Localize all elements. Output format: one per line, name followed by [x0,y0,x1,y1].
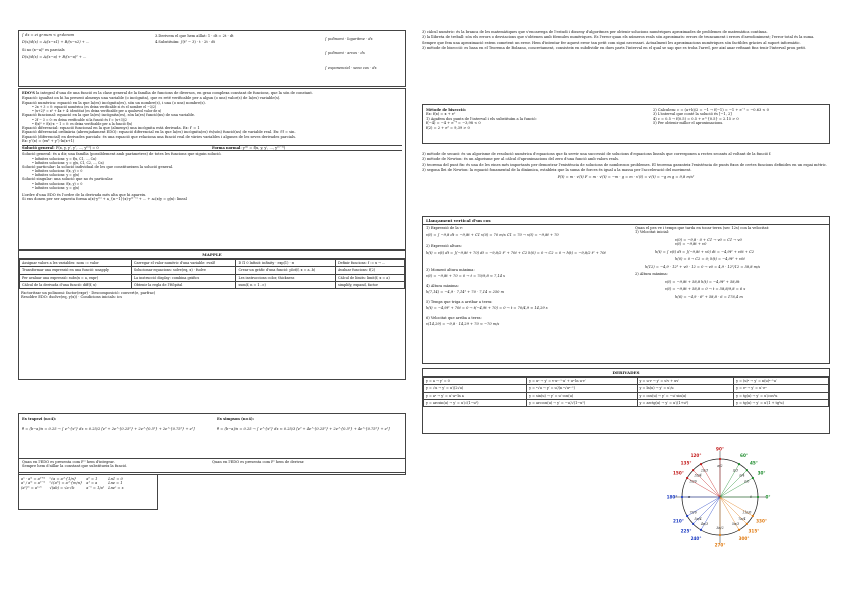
trapeze-formula: θ = (b−a)/n = 0.25 → ∫ e^{x²} dx ≈ 0.25/2 [e⁰ + 2e^{0.25²} + 2e^{0.5²} + 2e^{0.75²} + e¹] [22,427,195,432]
solution-line: • Infinites solucions: f(x, y) = 0 [32,181,83,186]
derivative-cell: y = sin(u) → y′ = u′·cos(u) [527,392,637,399]
launch-step: 1) Expressió de la v: [426,226,464,230]
paragraph: 3) teorema del punt fix: és una de les eines més importants per demostrar l'existència de solucions de nombrosos problemes. El teorema garanteix l'existència de punts fixos de certes funcions definides en un espai mètric. [422,162,828,167]
formula-line: Si no (x−a)ⁿ es parcials [22,47,65,52]
rules-col-3 [86,477,104,507]
mapple-cell: Càlcul de la derivada d'una funció: diff(f, x) [20,281,132,288]
integration-section [18,30,406,87]
mapple-cell: Les instruccions color, thickness [236,274,335,281]
angle-label: 210° [673,518,684,524]
angle-point [692,523,694,525]
paragraph: Sempre que fem una aproximació estem cometent un error. Hem d'intentar fer aquest error tan petit com sigui necessari. Actualment les aproximacions numèriques són factibles gràcies al suport informàtic. [422,40,801,45]
definition-line: Ex: y″(x) = (ex³ + y″)·ln(x+1) [22,139,75,144]
trapeze-example [22,417,212,432]
mapple-cell: Càlcul de límits: limit(f, x = a) [335,274,404,281]
launch-left [426,226,626,327]
rule: Ln1 = 0 [108,477,123,481]
angle-label: 315° [748,528,760,534]
definition-line: Equació numèrica: equació en la que la(es) incògnita(es), són un nombre(s), i una (o uns) nombre(s). [22,100,206,105]
mapple-row [20,267,405,274]
launch-formula: h(t) = −4,9t² + 70t = 0 → t(−4,9t + 70) = 0 → t = 70/4,9 ≈ 14,29 s [426,306,548,311]
angle-label: 150° [673,470,684,476]
derivative-row [424,392,829,399]
derivative-cell: y = ⁿ√u → y′ = u′/(n ⁿ√uⁿ⁻¹) [527,385,637,392]
solution-line: Solució singular: una solució que no és particular. [22,177,114,182]
launch-formula: v(14,29) = −9,8 · 14,29 + 70 ≈ −70 m/s [426,322,500,327]
mapple-cell: Crear un gràfic d'una funció: plot(f, x = a..b) [236,267,335,274]
rule: a¹ = a [86,481,98,486]
mapple-cell: Solucionar equacions: solve(eq, x) · fsolve [131,267,236,274]
definition-line: • 2x + 3 = 0: equació numèrica (es deixa verificable si és el nombre el −3/2) [32,105,157,110]
derivative-cell: y = tg(u) → y′ = u′(1 + tg²u) [734,399,829,406]
launch-step: 6) Velocitat que arriba a terra: [426,315,482,320]
angle-point [738,529,740,531]
mapple-cell: Obtenir la regla de l'Hôpital [131,281,236,288]
formula-line: D(x)/d(x) = A/(x−a) + B/(x−a)² + ... [22,55,87,60]
formula-line: D(x)/d(x) = A/(x−x1) + B/(x−x2) + ... [22,40,90,45]
launch-formula: h(0) = 0 → C2 = 0; h(t) = −4,9t² + v0t [675,257,745,262]
general-form: Solució general: F(x, y, y′, y″, ..., y⁽ⁿ⁾) = 0 [22,145,99,150]
definition-line: Equació (diferencial) en derivades parcials: és una equació que relaciona una funció real de vàries variables i algunes de les seves derivades parcials. [22,134,297,139]
derivative-cell: y = (u)ⁿ → y′ = n(u)ⁿ⁻¹u′ [734,378,829,385]
definition-line: Equació diferencial: equació funcional en la que (almenys) una incògnita està derivada. Ex: f′ = 1 [22,125,200,130]
launch-step: 3) Moment altura màxima: [426,267,475,272]
launch-step: 1) Velocitat inicial: [635,230,670,235]
launch-title: Llançament vertical d'un cos [423,217,829,225]
rule: ⁿ√(aᵐ) = a^{m/n} [49,481,83,486]
radian-label: π/6 [744,479,750,484]
mapple-cell: Carregar el valor numèric d'una variable: evalf [131,260,236,267]
radian-label: 11π/6 [742,510,752,515]
trapeze-title: Ex trapezi (n=4): [22,417,57,421]
radian-label: 5π/3 [731,522,740,527]
radian-label: 7π/4 [738,517,746,522]
derivative-cell: y = √u → y′ = u′/(2√u) [424,385,527,392]
launch-step: 4) Altura màxima: [426,283,459,288]
derivative-cell: y = arccos(u) → y′ = −u′/√(1−u²) [527,399,637,406]
integration-by-parts-block [325,37,405,70]
paragraph: 3) càlcul numèric: és la branca de les matemàtiques que s'encarrega de l'estudi i disseny d'algoritmes per obtenir solucions numèriques aproximades de problemes de matemàtica contínua. [422,30,768,34]
rule: (aⁿ)ᵐ = aⁿ·ᵐ [21,485,42,490]
formula-line: ∫ dx = ei gr.num < gr.denom [22,33,75,37]
edo-title: EDO’S [22,91,35,95]
solution-line: Solució general: és a dir, una família (possiblement amb paràmetres) de totes les funcions que siguin solució. [22,152,222,157]
bisection-line: 4) c = 0.5 → f(0.5) = 0.5 + e^{0.5} = 2.15 > 0 [653,116,739,121]
launch-formula: v(t) = ∫ −9,8 dt = −9,8t + C1 v(0) = 70 m/s C1 = 70 → v(t) = −9,8t + 70 [426,233,559,238]
angle-label: 135° [680,460,692,466]
radian-label: 4π/3 [700,522,709,527]
angle-label: 300° [738,536,750,542]
angle-point [757,496,759,498]
edo-form-row [22,145,402,151]
edo-solutions [22,152,402,189]
bisection-example [422,104,830,144]
angle-label: 270° [714,542,726,548]
rule: ⁿ√a = a^{1/n} [49,477,77,481]
angle-point [686,477,688,479]
bisection-line: 2) Calculem: c = (a+b)/2 = −1 → f(−1) = −1 + e⁻¹ = −0.63 < 0 [653,108,769,112]
angle-point [738,463,740,465]
paragraph: 3) mètode de secant: és un algorisme de resolució numèrica d'equacions que fa servir una successió de solucions d'equacions lineals que corresponen a rectes secants al voltant de la funció f. [422,152,772,156]
bisection-line: f(2) = 2 + e² = 9,39 > 0 [426,125,470,130]
edo-definitions [22,96,402,143]
derivative-cell: y = cos(u) → y′ = −u′·sin(u) [637,392,734,399]
bisection-title: Mètode de bisecció: [426,108,467,112]
radian-label: 5π/6 [689,479,697,484]
derivative-cell: y = arcsin(u) → y′ = u′/√(1−u²) [424,399,527,406]
derivative-cell: y = tg(u) → y′ = u′/cos²u [734,392,829,399]
solution-line: Solució particular: la solució individual de les que constitueixen la solució general. [22,164,174,169]
derivatives-section [422,368,830,434]
rules-col-2 [49,477,82,507]
angle-point [719,458,721,460]
angle-label: 240° [690,536,702,542]
launch-step: Quan el pes ve i temps que tarda en tocar terra (sec 12s) con la velocitat: [635,226,770,230]
order-line: L’ordre d’una EDO és l’ordre de la derivada més alta que hi apareix. [22,192,147,197]
simpson-example [217,417,405,432]
radian-label: 5π/4 [694,517,702,522]
rules-col-4 [108,477,123,507]
general-form-label: Solució general [22,145,54,150]
formula-line: ∫ polinomi · arcos · dx [325,51,365,56]
angle-label: 330° [756,518,767,524]
angle-point [752,515,754,517]
angle-point [746,523,748,525]
radian-label: π/2 [717,464,723,469]
launch-formula: v(t) = −9,8t + 58,8 h(t) = −4,9t² + 58,8t [665,279,740,284]
launch-formula: h(t) = ∫ v(t) dt = ∫(−9,8t + v0) dt = −4,9t² + v0t + C2 [655,249,754,254]
bisection-line: f(−4) = −4 + e⁻⁴ = −3,98 < 0 [426,121,481,126]
rule: aⁿ · aᵐ = aⁿ⁺ᵐ [21,477,46,481]
radian-label: 3π/4 [694,473,702,478]
launch-formula: h(7,14) = −4,9 · 7,14² + 70 · 7,14 ≈ 250 m [426,290,505,295]
substitution-block [155,34,295,45]
launch-formula: h(12) = −4,9 · 12² + v0 · 12 = 0 → v0 = 4,9 · 12²/12 = 58,8 m/s [645,264,761,269]
definition-line: • 2f − 3 = 0: es deixa verificable si la funció és f = (x+3)/2 [32,117,127,122]
mapple-cell: simplify, expand, factor [335,281,404,288]
paragraph: 3) mètode de Newton: és un algorisme per al càlcul d'aproximacions del zero d'una funció amb valors reals. [422,157,620,162]
formula-line: 3.Derivem el que hem aïllat: 1 · dt = 2t · dt [155,34,234,38]
derivative-cell: y = a → y′ = 0 [424,378,527,385]
bisection-line: 3) L'interval que conté la solució és [−1, 2] [653,112,732,117]
launch-formula: v(t) = −9,8t + 58,8 = 0 → t = 58,8/9,8 = 6 s [665,287,746,292]
bisection-left [426,108,626,130]
angle-label: 90° [716,446,724,452]
simpson-formula: θ = (b−a)/n = 0.25 → ∫ e^{x²} dx ≈ 0.25/3 [e⁰ + 4e^{0.25²} + 2e^{0.5²} + 4e^{0.75²} + e¹] [217,427,390,432]
solution-line: • Infinites solucions: y = f(x, C1, ..., Cn) [32,156,97,161]
rules-col-1 [21,477,45,507]
paragraph: 3) segona llei de Newton: la equació fonamental de la dinàmica, estableix que la suma de forces és igual a la massa per l'acceleració del moviment. [422,168,692,173]
edo-order [22,193,402,202]
integration-notes [18,458,406,473]
general-form-formula: F(x, y, y′, y″, ..., y⁽ⁿ⁾) = 0 [55,145,99,150]
formula-line: ∫ exponencial · seno cos · dx [325,65,377,70]
launch-right [635,226,829,299]
derivative-row [424,378,829,385]
note-line: Quan en l'EDO es presenta com F'' hem d'integrar. [22,460,115,464]
mapple-cell: sum(f, n = 1..∞) [236,281,335,288]
mapple-cell: La instrucció display: combina gràfics [131,274,236,281]
derivative-row [424,385,829,392]
launch-step: 2) Expressió altura: [426,243,462,248]
mapple-extra-line: Factoritzar un polinomi: factor(expr) · Descomposició: convert(e, parfrac) [21,291,156,295]
vertical-launch-section [422,216,830,364]
angle-point [700,529,702,531]
normal-form-label: Forma normal [212,145,241,150]
mapple-row [20,274,405,281]
derivatives-title: DERIVADES [423,369,829,377]
launch-formula: v(t) = −9,8t + v0 [675,242,707,247]
derivative-cell: y = arctg(u) → y′ = u′/(1+u²) [637,399,734,406]
angle-point [746,469,748,471]
solution-line: • Infinites solucions: y = g(x, C1, C2, ..., Cn) [32,160,104,165]
mapple-cell: D Π 0 Infinit: infinity · exp(1) · π [236,260,335,267]
note-line: Sempre hem d'aïllar la constant que substitueix la funció. [22,464,128,469]
launch-formula: h(t) = v(t) dt = ∫(−9,8t + 70) dt = −9,8/2 t² + 70t + C2 h(0) = 0 → C2 = 0 → h(t) = −9,8/2 t² + 70t [426,251,606,256]
angle-point [719,534,721,536]
formula-line: ∫ polinomi · logaritme · dx [325,37,373,41]
radian-label: 0 [749,495,753,500]
paragraph: 3) la llibreta de treball: són els errors o desviacions que s'obtenen amb fórmules numèriques. És l'error quan els números reals són aproximats: errors de truncament i errors d'arrodoniment; l'error total és la suma. [422,35,815,40]
radian-label: π/3 [732,468,739,473]
edo-intro-text: la integral d’una de una funció es la clase general de la família de funcions de diversos, en grau complexa constant de funcions, que la són de constant. [36,91,313,95]
normal-form: Forma normal: y⁽ⁿ⁾ = f(x, y, y′, ..., y⁽ⁿ⁻¹⁾) [212,145,286,150]
launch-formula: v(t) = −9,8t + 70 = 0 → t = 70/9,8 ≈ 7,14 s [426,274,506,279]
radian-label: 7π/6 [689,510,697,515]
bisection-right [653,108,828,126]
normal-form-formula: y⁽ⁿ⁾ = f(x, y, y′, ..., y⁽ⁿ⁻¹⁾) [242,145,286,150]
mapple-extra [19,289,405,302]
angle-label: 180° [666,494,678,500]
radian-label: 3π/2 [716,526,724,531]
angle-label: 45° [749,460,758,466]
angle-label: 30° [757,470,766,476]
simpson-title: Ex simpson (n=4): [217,417,254,421]
mapple-title: MAPPLE [19,251,405,259]
edo-section [18,88,406,250]
derivative-row [424,399,829,406]
mapple-cell: Transformar una expressió en una funció: unapply [20,267,132,274]
rule: a⁻ⁿ = 1/aⁿ [86,485,105,490]
mapple-cell: Assignar valors a les variables: nom := valor [20,260,132,267]
mapple-section [18,250,406,380]
launch-step: 2) Altura màxima: [635,272,668,277]
order-line: Si ens donen per ser aquesta forma a(x)·y⁽ⁿ⁾ + a_{n−1}(x)·y⁽ⁿ⁻¹⁾ + ... + a₀(x)y = g(x): lineal [22,197,187,202]
note-line: Quan en l'EDO es presenta com F' hem de derivar. [212,460,305,464]
bisection-line: 5) Per obtenir millor el aproximacions. [653,121,724,126]
edo-intro [22,91,402,95]
launch-formula: v(0) = −9,8 · 0 + C1 → v0 = C1 → v0 [675,237,742,242]
methods-text-2 [422,152,830,179]
unit-circle [660,436,780,558]
newton-formula: F(t) = m · v′(t) F = m · v′(t) = −m · g = m · v′(t) = v′(t) = −g m g = 9,8 m/s² [557,174,695,179]
solution-line: • Infinites solucions: f(x, y) = 0 [32,169,83,174]
derivative-cell: y = uᵛ → y′ = v·uᵛ⁻¹·u′ + uᵛ·ln u·v′ [527,378,637,385]
radian-label: π [687,495,691,500]
bisection-line: 1) Agafem dos punts de l'interval i els substituïm a la funció: [426,116,537,121]
angle-label: 60° [740,452,748,458]
angle-point [752,477,754,479]
mapple-cell: Definir funcions: f := x → ... [335,260,404,267]
rule: Lneˣ = x [108,485,124,490]
definition-line: Equació diferencial ordinària (abreujadament EDO): equació diferencial en la que la(es) incògnita(es) és(són) funció(ns) de variable real. Ex: f′f = sin. [22,130,296,135]
power-rules-section [18,474,158,510]
rule: aⁿ / aᵐ = aⁿ⁻ᵐ [21,481,46,486]
definition-line: • f(x)² + f(x)·x − 1 = 0: es deixa verificable per a la funció f(x) [32,121,133,126]
paragraph: 3) mètode de bisecció: es basa en el Teorema de Bolzano, concretament, consisteix en subdividir en dues parts l'interval en el qual se sap que es troba l'arrel, per així anar refinant fins tenir l'interval prou petit. [422,46,807,51]
launch-formula: h(6) = −4,9 · 6² + 58,8 · 6 = 176,4 m [675,294,743,299]
mapple-table [19,259,405,289]
angle-point [686,515,688,517]
mapple-cell: Avaluar funcions: f(2) [335,267,404,274]
derivative-cell: y = u·v → y′ = u′v + uv′ [637,378,734,385]
derivatives-table [423,377,829,407]
definition-line: Equació: igualtat on hi ha present almenys una variable (o incògnita), que es reté verificable per a algun (o uns) valor(s) de la(es) variable(s). [22,96,281,101]
mapple-cell: Per avaluar una expressió: subs(x = a, expr) [20,274,132,281]
derivative-cell: y = aᵘ → y′ = u′·aᵘ·ln a [424,392,527,399]
rule: √(ab) = √a·√b [49,485,75,490]
derivative-cell: y = eᵘ → y′ = u′·eᵘ [734,385,829,392]
solution-line: • Infinites solucions: y = g(x) [32,185,80,190]
launch-step: 5) Temps que triga a arribar a terra: [426,299,493,304]
definition-line: Equació funcional: equació en la que la(es) incògnita(es), són la(es) funció(ns) de una variable. [22,113,196,118]
definition-line: • (x+2)² = x² + 4x + 4: identitat (es deixa verificable per a qualsevol valor de x) [32,109,162,114]
angle-point [692,469,694,471]
angle-label: 120° [690,452,702,458]
formula-line: 4.Substituïm: ∫(t² − 3) · t · 2t · dt [155,40,215,45]
rule: Lne = 1 [108,481,123,486]
rule: a⁰ = 1 [86,477,98,481]
mapple-row [20,281,405,288]
angle-label: 225° [680,528,692,534]
radian-label: 2π/3 [700,468,709,473]
mapple-extra-line: Resoldre EDO: dsolve(eq, y(x)) · Condicions inicials: ics [21,295,123,300]
numerical-methods-text [422,30,830,51]
angle-label: 0° [765,494,771,500]
bisection-line: Ex: f(x) = x + eˣ [426,112,456,117]
partial-fractions-block [22,33,142,60]
mapple-row [20,260,405,267]
solution-line: • Infinites solucions: y = g(x) [32,173,80,178]
radian-label: π/4 [739,473,745,478]
derivative-cell: y = ln(u) → y′ = u′/u [637,385,734,392]
angle-point [700,463,702,465]
angle-point [681,496,683,498]
